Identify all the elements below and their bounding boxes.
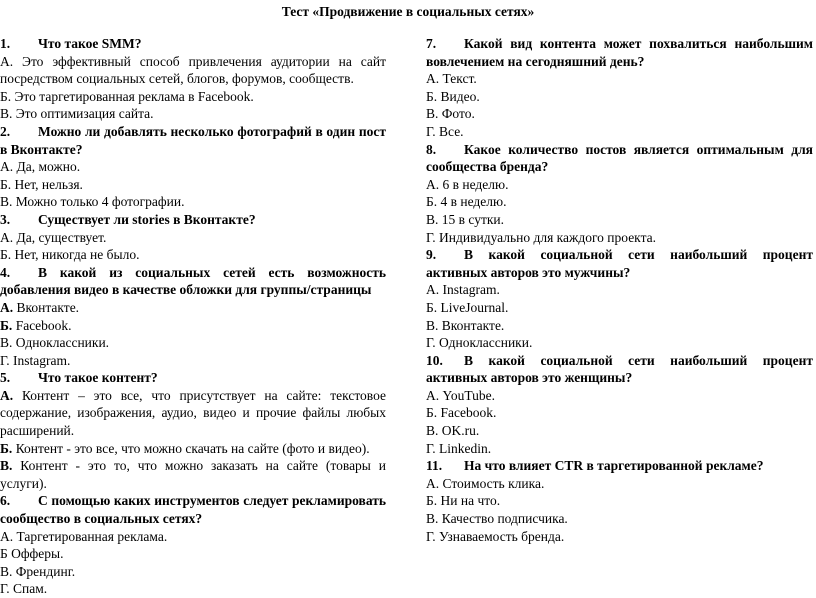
answer-text: Б. Нет, нельзя.: [0, 176, 83, 192]
answer-text: А. Да, существует.: [0, 229, 107, 245]
question-number: 8.: [426, 141, 437, 157]
question-text: [426, 457, 813, 475]
answer-option: [426, 281, 813, 299]
answer-text: А. Это эффективный способ привлечения аудитории на сайт посредством социальных сетей, блогов, форумов, сообществ.: [0, 53, 386, 87]
answer-text: В. Вконтакте.: [426, 317, 505, 333]
question-label: Какой вид контента может похвалиться наибольшим вовлечением на сегодняшний день?: [426, 36, 813, 69]
answer-text: А. 6 в неделю.: [426, 176, 509, 192]
question-text: [0, 211, 386, 229]
answer-text: В. Это оптимизация сайта.: [0, 106, 154, 122]
question-label: В какой социальной сети наибольший процент активных авторов это женщины?: [426, 352, 813, 386]
question-block: [426, 141, 813, 247]
question-number: 4.: [0, 264, 11, 280]
answer-text: Facebook.: [12, 317, 72, 333]
question-label: С помощью каких инструментов следует рекламировать сообщество в социальных сетях?: [0, 493, 386, 527]
answer-option: [426, 492, 813, 510]
answer-text: В. Френдинг.: [0, 563, 76, 579]
answer-text: В. Можно только 4 фотографии.: [0, 194, 185, 210]
answer-text: В. Одноклассники.: [0, 335, 110, 351]
question-label: Какое количество постов является оптимальным для сообщества бренда?: [426, 141, 813, 175]
answer-text: Г. Узнаваемость бренда.: [426, 528, 565, 544]
answer-option: [426, 211, 813, 229]
answer-option: [0, 387, 386, 440]
answer-option: [426, 193, 813, 211]
answer-option: [0, 229, 386, 247]
answer-text: Контент – это все, что присутствует на сайте: текстовое содержание, изображения, аудио, видео и прочие файлы любых расширений.: [0, 387, 386, 439]
answer-text: Б. Ни на что.: [426, 493, 501, 509]
answer-text: Контент - это то, что можно заказать на сайте (товары и услуги).: [0, 458, 386, 491]
answer-option: [0, 563, 386, 581]
question-block: [426, 246, 813, 352]
question-block: [426, 457, 813, 545]
answer-text: Контент - это все, что можно скачать на сайте (фото и видео).: [12, 440, 370, 456]
answer-text: А. Стоимость клика.: [426, 475, 545, 491]
answer-option: [0, 299, 386, 317]
answer-letter: В.: [0, 458, 13, 474]
answer-text: Г. Индивидуально для каждого проекта.: [426, 229, 656, 245]
answer-option: [0, 158, 386, 176]
answer-option: [0, 440, 386, 458]
answer-option: [0, 317, 386, 335]
answer-option: [0, 545, 386, 563]
question-text: [426, 352, 813, 387]
question-label: Существует ли stories в Вконтакте?: [38, 211, 256, 227]
question-text: [0, 35, 386, 53]
answer-text: А. Instagram.: [426, 282, 500, 298]
answer-text: Г. Спам.: [0, 581, 48, 597]
question-block: [426, 35, 813, 141]
question-number: 3.: [0, 211, 11, 227]
answer-option: [0, 88, 386, 106]
question-block: [0, 35, 386, 123]
left-column: [0, 35, 386, 598]
question-label: Что такое контент?: [38, 370, 158, 386]
answer-text: Б. Видео.: [426, 88, 480, 104]
answer-option: [426, 528, 813, 546]
answer-text: Г. Linkedin.: [426, 440, 492, 456]
question-number: 6.: [0, 493, 11, 509]
answer-option: [426, 317, 813, 335]
question-number: 1.: [0, 36, 11, 51]
answer-option: [426, 510, 813, 528]
question-text: [426, 246, 813, 281]
right-column: [426, 35, 813, 545]
answer-text: Б. LiveJournal.: [426, 299, 509, 315]
answer-option: [0, 457, 386, 492]
answer-option: [0, 193, 386, 211]
question-label: В какой из социальных сетей есть возможность добавления видео в качестве обложки для группы/страницы: [0, 264, 386, 298]
answer-option: [0, 334, 386, 352]
answer-option: [426, 422, 813, 440]
answer-option: [426, 229, 813, 247]
answer-option: [0, 528, 386, 546]
answer-text: А. Да, можно.: [0, 159, 81, 175]
answer-option: [426, 299, 813, 317]
answer-option: [426, 387, 813, 405]
question-label: Можно ли добавлять несколько фотографий в один пост в Вконтакте?: [0, 123, 386, 157]
question-number: 11.: [426, 458, 443, 474]
question-block: [0, 369, 386, 492]
question-text: [426, 141, 813, 176]
answer-option: [426, 440, 813, 458]
question-text: [0, 123, 386, 158]
answer-letter: А.: [0, 387, 14, 403]
answer-text: Г. Все.: [426, 123, 464, 139]
question-text: [0, 492, 386, 527]
answer-option: [426, 176, 813, 194]
answer-text: А. Таргетированная реклама.: [0, 528, 168, 544]
answer-option: [0, 176, 386, 194]
answer-option: [0, 580, 386, 598]
answer-option: [426, 334, 813, 352]
answer-option: [0, 352, 386, 370]
question-block: [0, 264, 386, 370]
question-number: 10.: [426, 352, 443, 368]
answer-text: В. Фото.: [426, 106, 475, 122]
answer-option: [426, 475, 813, 493]
answer-text: В. OK.ru.: [426, 423, 480, 439]
question-block: [0, 492, 386, 598]
answer-option: [426, 88, 813, 106]
question-label: На что влияет CTR в таргетированной рекламе?: [464, 458, 764, 474]
question-text: [426, 35, 813, 70]
answer-option: [0, 105, 386, 123]
question-number: 7.: [426, 36, 437, 51]
answer-option: [426, 70, 813, 88]
answer-text: А. Текст.: [426, 71, 477, 87]
question-number: 2.: [0, 123, 11, 139]
question-text: [0, 264, 386, 299]
answer-text: Б. Facebook.: [426, 405, 497, 421]
document-title: Тест «Продвижение в социальных сетях»: [281, 4, 535, 19]
answer-text: Вконтакте.: [13, 299, 80, 315]
question-block: [426, 352, 813, 458]
answer-text: А. YouTube.: [426, 387, 496, 403]
question-label: В какой социальной сети наибольший процент активных авторов это мужчины?: [426, 247, 813, 280]
answer-text: Б. Это таргетированная реклама в Facebook.: [0, 88, 254, 104]
question-label: Что такое SMM?: [38, 36, 142, 51]
answer-text: Г. Одноклассники.: [426, 335, 533, 351]
answer-text: Б. 4 в неделю.: [426, 194, 507, 210]
question-block: [0, 211, 386, 264]
answer-letter: Б.: [0, 440, 13, 456]
answer-option: [0, 53, 386, 88]
question-block: [0, 123, 386, 211]
question-number: 9.: [426, 247, 437, 263]
answer-letter: Б.: [0, 317, 13, 333]
answer-option: [426, 123, 813, 141]
answer-letter: А.: [0, 299, 14, 315]
answer-text: В. 15 в сутки.: [426, 211, 505, 227]
answer-text: В. Качество подписчика.: [426, 511, 568, 527]
question-text: [0, 369, 386, 387]
answer-text: Г. Instagram.: [0, 352, 71, 368]
answer-text: Б. Нет, никогда не было.: [0, 247, 140, 263]
answer-option: [0, 246, 386, 264]
question-number: 5.: [0, 370, 11, 386]
answer-option: [426, 404, 813, 422]
answer-option: [426, 105, 813, 123]
answer-text: Б Офферы.: [0, 546, 64, 562]
